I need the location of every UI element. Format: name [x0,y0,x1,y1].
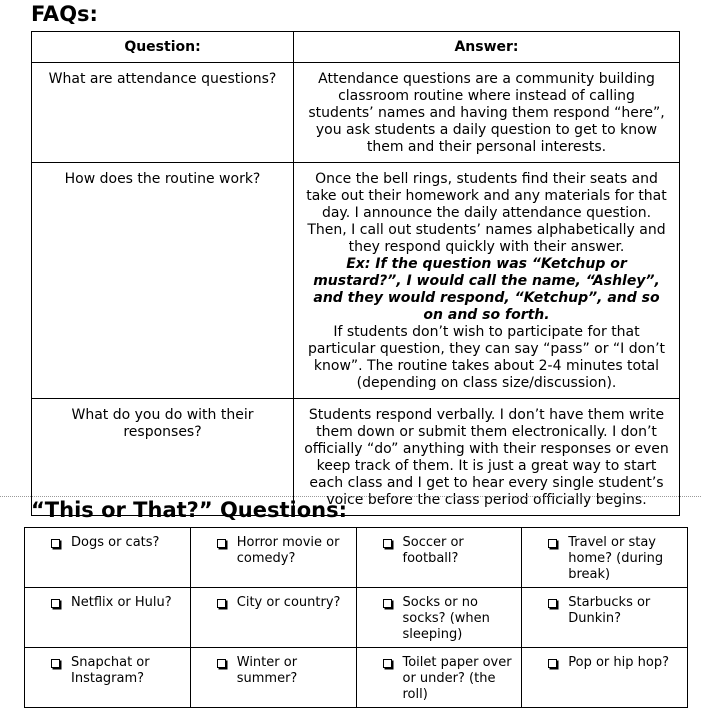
checkbox-bullet-icon [217,659,226,668]
question-cell [356,648,522,708]
answer-column-header: Answer: [294,32,680,63]
faq-answer: Students respond verbally. I don’t have them write them down or submit them electronically. I don’t officially “do” anything with their responses or even keep track of them. It is just a great way to start each class and I get to hear every single student’s voice before the class period officially begins. [294,399,680,516]
faq-answer-text: If students don’t wish to participate for that particular question, they can say “pass” or “I don’t know”. The routine takes about 2-4 minutes total (depending on class size/discussion). [307,324,666,391]
checkbox-bullet-icon [383,599,392,608]
checkbox-bullet-icon [548,659,557,668]
faq-question: How does the routine work? [32,163,294,399]
faq-header-row [32,32,680,63]
question-cell [522,588,688,648]
question-text: Dogs or cats? [71,535,160,550]
question-text: Travel or stay home? (during break) [568,535,664,582]
question-text: Toilet paper over or under? (the roll) [402,655,512,702]
question-text: Pop or hip hop? [568,655,669,670]
question-row [25,648,688,708]
faq-answer-text: Once the bell rings, students find their seats and take out their homework and any materials for that day. I announce the daily attendance question. Then, I call out students’ names alphabetically and they respond quickly with their answer. [306,171,667,255]
question-text: Winter or summer? [236,655,298,686]
question-column-header: Question: [32,32,294,63]
question-cell [190,648,356,708]
question-cell [190,528,356,588]
faq-answer [294,163,680,399]
faq-table [31,31,680,516]
checkbox-bullet-icon [51,599,60,608]
question-cell [522,528,688,588]
page-break-divider [0,496,701,497]
checkbox-bullet-icon [548,599,557,608]
question-text: Netflix or Hulu? [71,595,172,610]
faq-answer: Attendance questions are a community building classroom routine where instead of calling students’ names and having them respond “here”, you ask students a daily question to get to know them and their personal interests. [294,63,680,163]
question-text: Starbucks or Dunkin? [568,595,651,626]
question-text: City or country? [236,595,341,610]
question-cell [356,588,522,648]
checkbox-bullet-icon [383,539,392,548]
checkbox-bullet-icon [548,539,557,548]
question-cell [25,588,191,648]
question-row [25,528,688,588]
question-text: Socks or no socks? (when sleeping) [402,595,490,642]
question-text: Horror movie or comedy? [236,535,340,566]
question-text: Soccer or football? [402,535,464,566]
faqs-heading: FAQs: [31,2,98,26]
faq-row [32,163,680,399]
checkbox-bullet-icon [51,659,60,668]
checkbox-bullet-icon [217,539,226,548]
question-row [25,588,688,648]
faq-row [32,63,680,163]
checkbox-bullet-icon [383,659,392,668]
question-cell [25,648,191,708]
faq-question: What do you do with their responses? [32,399,294,516]
faq-answer-example: Ex: If the question was “Ketchup or mustard?”, I would call the name, “Ashley”, and they would respond, “Ketchup”, and so on and so forth. [313,256,660,323]
question-cell [522,648,688,708]
this-or-that-table [24,527,688,708]
faq-question: What are attendance questions? [32,63,294,163]
question-text: Snapchat or Instagram? [71,655,150,686]
question-cell [25,528,191,588]
this-or-that-heading: “This or That?” Questions: [31,498,348,522]
question-cell [190,588,356,648]
checkbox-bullet-icon [217,599,226,608]
checkbox-bullet-icon [51,539,60,548]
question-cell [356,528,522,588]
